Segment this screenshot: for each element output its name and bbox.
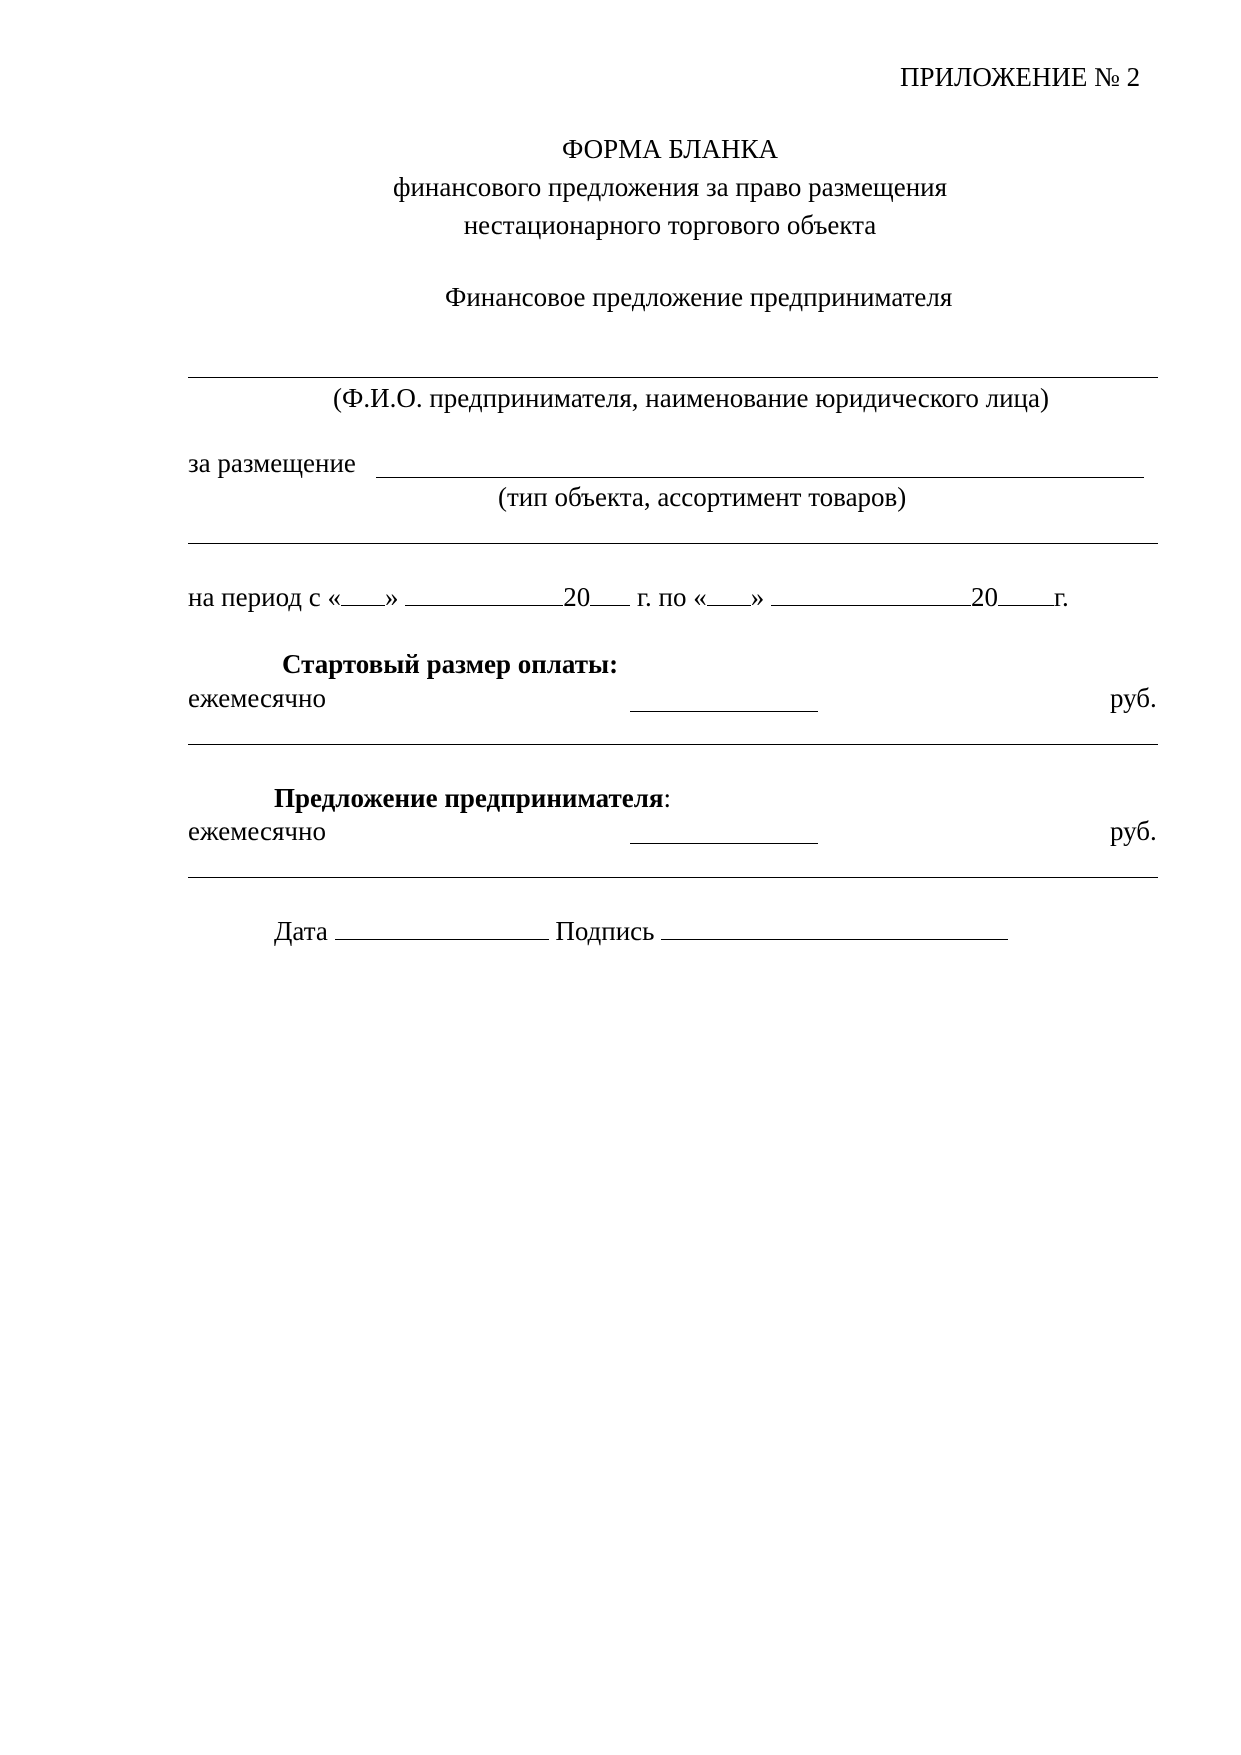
period-close-quote-2: » bbox=[750, 582, 765, 612]
entrepreneur-offer-currency: руб. bbox=[1110, 816, 1157, 846]
placement-blank-line[interactable] bbox=[376, 477, 1144, 478]
entrepreneur-offer-period-label: ежемесячно bbox=[188, 816, 326, 846]
signature-blank[interactable] bbox=[661, 938, 1008, 940]
period-mid: г. по « bbox=[637, 582, 707, 612]
period-end-month-blank[interactable] bbox=[771, 604, 971, 606]
period-start-month-blank[interactable] bbox=[405, 604, 563, 606]
starting-payment-blank-line[interactable] bbox=[188, 744, 1158, 745]
period-end-year-blank[interactable] bbox=[998, 604, 1054, 606]
placement-caption: (тип объекта, ассортимент товаров) bbox=[498, 482, 907, 512]
form-title-line-3: нестационарного торгового объекта bbox=[463, 210, 877, 240]
appendix-label: ПРИЛОЖЕНИЕ № 2 bbox=[900, 62, 1141, 92]
fio-blank-line[interactable] bbox=[188, 377, 1158, 378]
period-prefix: на период с « bbox=[188, 582, 342, 612]
period-row bbox=[188, 584, 1069, 611]
period-start-year-blank[interactable] bbox=[590, 604, 630, 606]
signature-row bbox=[274, 918, 1008, 945]
period-end-day-blank[interactable] bbox=[707, 604, 751, 606]
period-suffix: г. bbox=[1054, 582, 1069, 612]
entrepreneur-offer-amount-blank[interactable] bbox=[630, 843, 818, 844]
signature-label: Подпись bbox=[555, 916, 655, 946]
entrepreneur-offer-blank-line[interactable] bbox=[188, 877, 1158, 878]
period-year-prefix-2: 20 bbox=[971, 582, 998, 612]
date-blank[interactable] bbox=[335, 938, 549, 940]
entrepreneur-offer-heading-row bbox=[274, 785, 671, 812]
date-label: Дата bbox=[274, 916, 328, 946]
form-subtitle: Финансовое предложение предпринимателя bbox=[445, 282, 953, 312]
starting-payment-currency: руб. bbox=[1110, 683, 1157, 713]
form-title-line-2: финансового предложения за право размещения bbox=[392, 172, 948, 202]
placement-blank-line-2[interactable] bbox=[188, 543, 1158, 544]
form-title: ФОРМА БЛАНКА bbox=[561, 134, 779, 164]
fio-caption: (Ф.И.О. предпринимателя, наименование юридического лица) bbox=[333, 383, 1049, 413]
period-close-quote-1: » bbox=[385, 582, 399, 612]
starting-payment-period-label: ежемесячно bbox=[188, 683, 326, 713]
starting-payment-amount-blank[interactable] bbox=[630, 711, 818, 712]
period-start-day-blank[interactable] bbox=[341, 604, 385, 606]
entrepreneur-offer-heading: Предложение предпринимателя bbox=[274, 783, 664, 813]
starting-payment-heading: Стартовый размер оплаты: bbox=[282, 649, 619, 679]
entrepreneur-offer-heading-colon: : bbox=[663, 783, 671, 813]
period-year-prefix-1: 20 bbox=[563, 582, 591, 612]
placement-label: за размещение bbox=[188, 448, 356, 478]
